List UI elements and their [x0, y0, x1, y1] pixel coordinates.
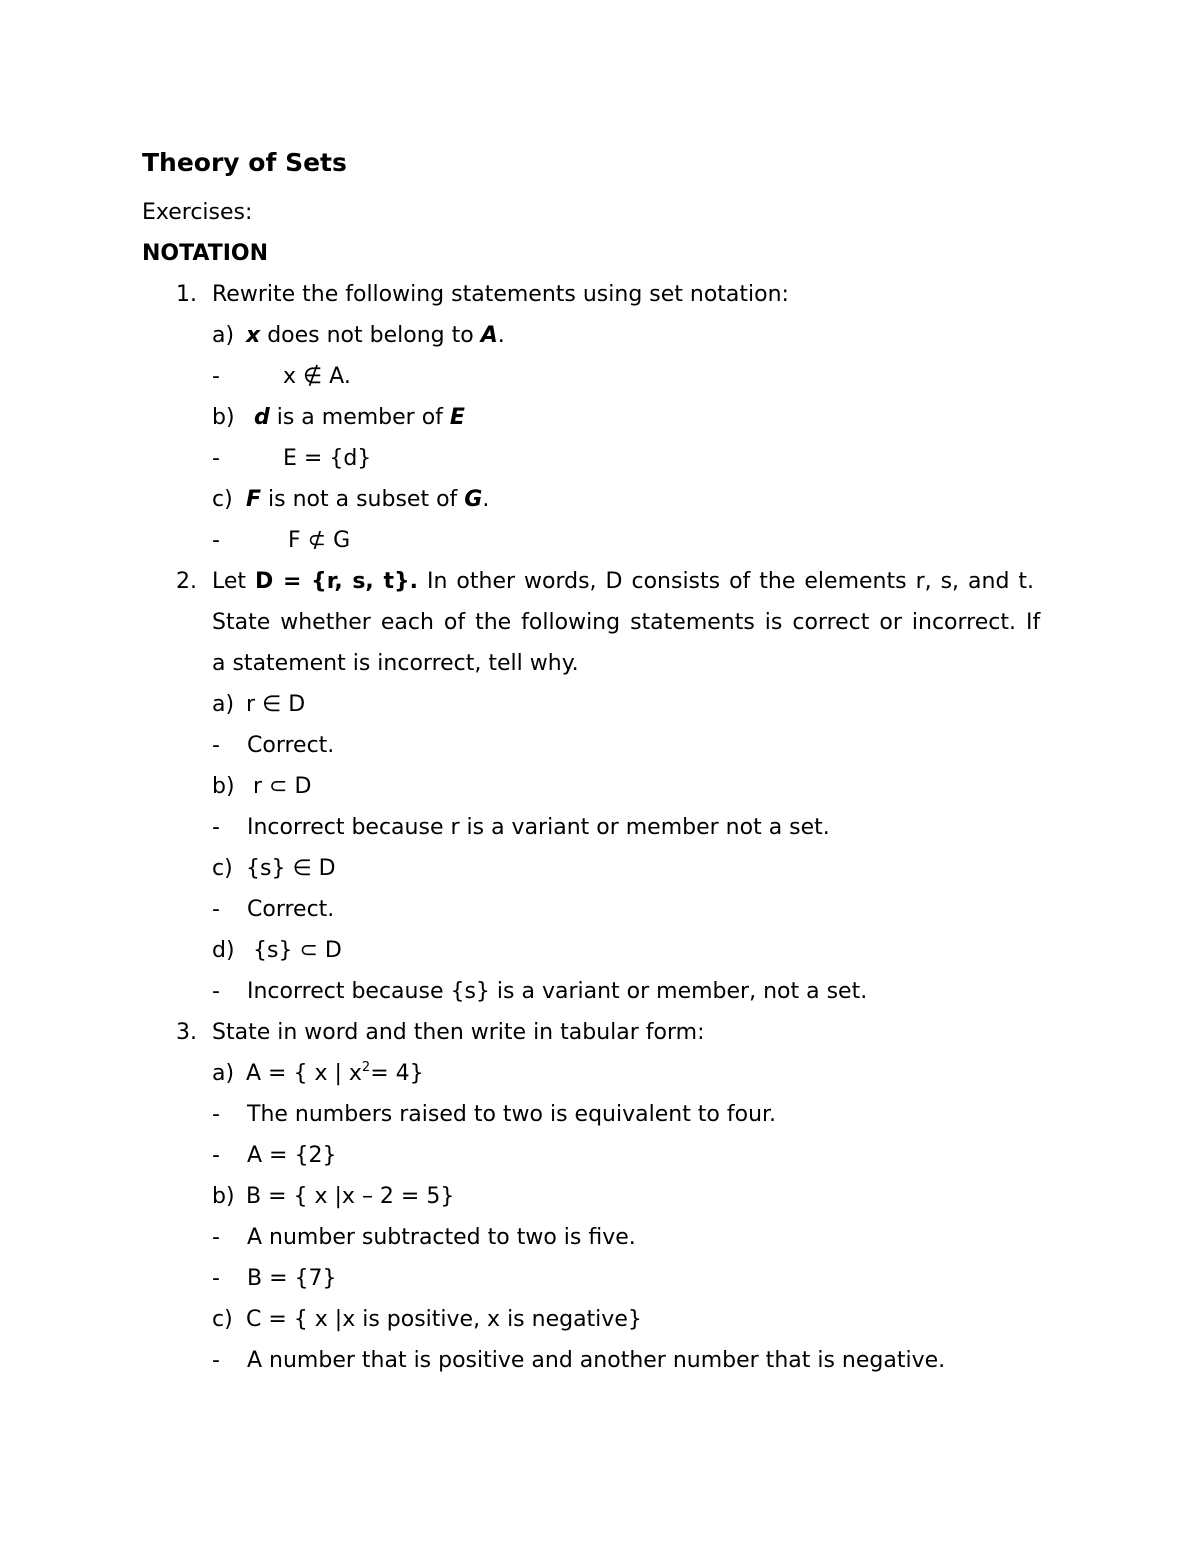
tabular-form: B = {7}	[247, 1266, 337, 1291]
page-title: Theory of Sets	[142, 148, 347, 177]
question-text: State in word and then write in tabular form:	[212, 1020, 705, 1045]
item-expression-end: = 4}	[370, 1061, 424, 1086]
question-text: Rewrite the following statements using set notation:	[212, 282, 789, 307]
q3-word-c	[212, 1348, 946, 1373]
variable: d	[254, 405, 270, 430]
word-form: A number that is positive and another number that is negative.	[247, 1348, 946, 1373]
q3-item-a	[212, 1060, 424, 1086]
q1-item-a	[212, 325, 505, 347]
answer-text: Correct.	[247, 897, 335, 922]
answer-text: Incorrect because {s} is a variant or member, not a set.	[247, 979, 868, 1004]
answer-dash: -	[212, 528, 220, 553]
item-expression: {s} ⊂ D	[246, 938, 342, 963]
question-text: In other words, D consists of the elements r, s, and t.	[418, 569, 1035, 594]
item-expression: C = { x |x is positive, x is negative}	[246, 1307, 642, 1332]
q1-answer-c	[212, 528, 351, 553]
answer-text: E = {d}	[283, 446, 372, 471]
answer-dash: -	[212, 364, 220, 389]
item-label: b)	[212, 1184, 235, 1209]
item-end: .	[497, 323, 505, 348]
q2-answer-a	[212, 733, 335, 758]
item-label: c)	[212, 856, 233, 881]
set-name: G	[464, 487, 483, 512]
exponent: 2	[361, 1060, 371, 1075]
q1-item-c	[212, 489, 489, 511]
q3-item-c	[212, 1309, 642, 1331]
word-form: The numbers raised to two is equivalent to four.	[247, 1102, 777, 1127]
word-form: A number subtracted to two is five.	[247, 1225, 636, 1250]
q2-answer-d	[212, 979, 868, 1004]
item-expression: r ⊂ D	[246, 774, 312, 799]
answer-dash: -	[212, 733, 220, 758]
answer-text: Incorrect because r is a variant or member not a set.	[247, 815, 830, 840]
q3-item-b	[212, 1186, 454, 1208]
item-text: does not belong to	[260, 323, 481, 348]
set-name: E	[449, 405, 465, 430]
item-expression: B = { x |x – 2 = 5}	[246, 1184, 455, 1209]
question-2	[176, 571, 1034, 593]
item-text: is a member of	[269, 405, 450, 430]
set-name: A	[480, 323, 498, 348]
item-label: c)	[212, 1307, 233, 1332]
section-heading: NOTATION	[142, 241, 269, 266]
q2-item-c	[212, 858, 336, 880]
item-label: a)	[212, 1061, 235, 1086]
item-label: b)	[212, 774, 235, 799]
item-expression: A = { x | x	[246, 1061, 362, 1086]
q3-word-b	[212, 1225, 636, 1250]
item-expression: r ∈ D	[246, 692, 306, 717]
q2-answer-b	[212, 815, 830, 840]
question-1	[176, 284, 789, 306]
q2-item-d	[212, 940, 342, 962]
question-number: 1.	[176, 282, 197, 307]
question-number: 2.	[176, 569, 197, 594]
q2-item-b	[212, 776, 311, 798]
q3-tabular-b	[212, 1266, 337, 1291]
answer-text: F ⊄ G	[288, 528, 351, 553]
answer-dash: -	[212, 1102, 220, 1127]
answer-text: Correct.	[247, 733, 335, 758]
answer-dash: -	[212, 1143, 220, 1168]
item-end: .	[482, 487, 490, 512]
variable: x	[246, 323, 261, 348]
answer-dash: -	[212, 1348, 220, 1373]
answer-dash: -	[212, 1225, 220, 1250]
item-label: c)	[212, 487, 233, 512]
item-label: b)	[212, 405, 235, 430]
item-label: a)	[212, 692, 235, 717]
item-label: d)	[212, 938, 235, 963]
q2-item-a	[212, 694, 305, 716]
q1-answer-a	[212, 364, 351, 389]
tabular-form: A = {2}	[247, 1143, 337, 1168]
q2-answer-c	[212, 897, 335, 922]
answer-dash: -	[212, 815, 220, 840]
answer-dash: -	[212, 897, 220, 922]
question-3	[176, 1022, 704, 1044]
variable: F	[246, 487, 262, 512]
item-text: is not a subset of	[261, 487, 465, 512]
answer-text: x ∉ A.	[283, 364, 351, 389]
question-number: 3.	[176, 1020, 197, 1045]
answer-dash: -	[212, 1266, 220, 1291]
answer-dash: -	[212, 446, 220, 471]
set-definition: D = {r, s, t}.	[255, 569, 418, 594]
q1-answer-b	[212, 446, 372, 471]
question-2-line-2: State whether each of the following statements is correct or incorrect. If	[212, 610, 1041, 635]
q3-word-a	[212, 1102, 777, 1127]
item-expression: {s} ∈ D	[246, 856, 336, 881]
item-label: a)	[212, 323, 235, 348]
answer-dash: -	[212, 979, 220, 1004]
exercises-label: Exercises:	[142, 200, 253, 225]
question-2-line-3: a statement is incorrect, tell why.	[212, 651, 579, 676]
q3-tabular-a	[212, 1143, 337, 1168]
q1-item-b	[212, 407, 465, 429]
question-text: Let	[212, 569, 256, 594]
